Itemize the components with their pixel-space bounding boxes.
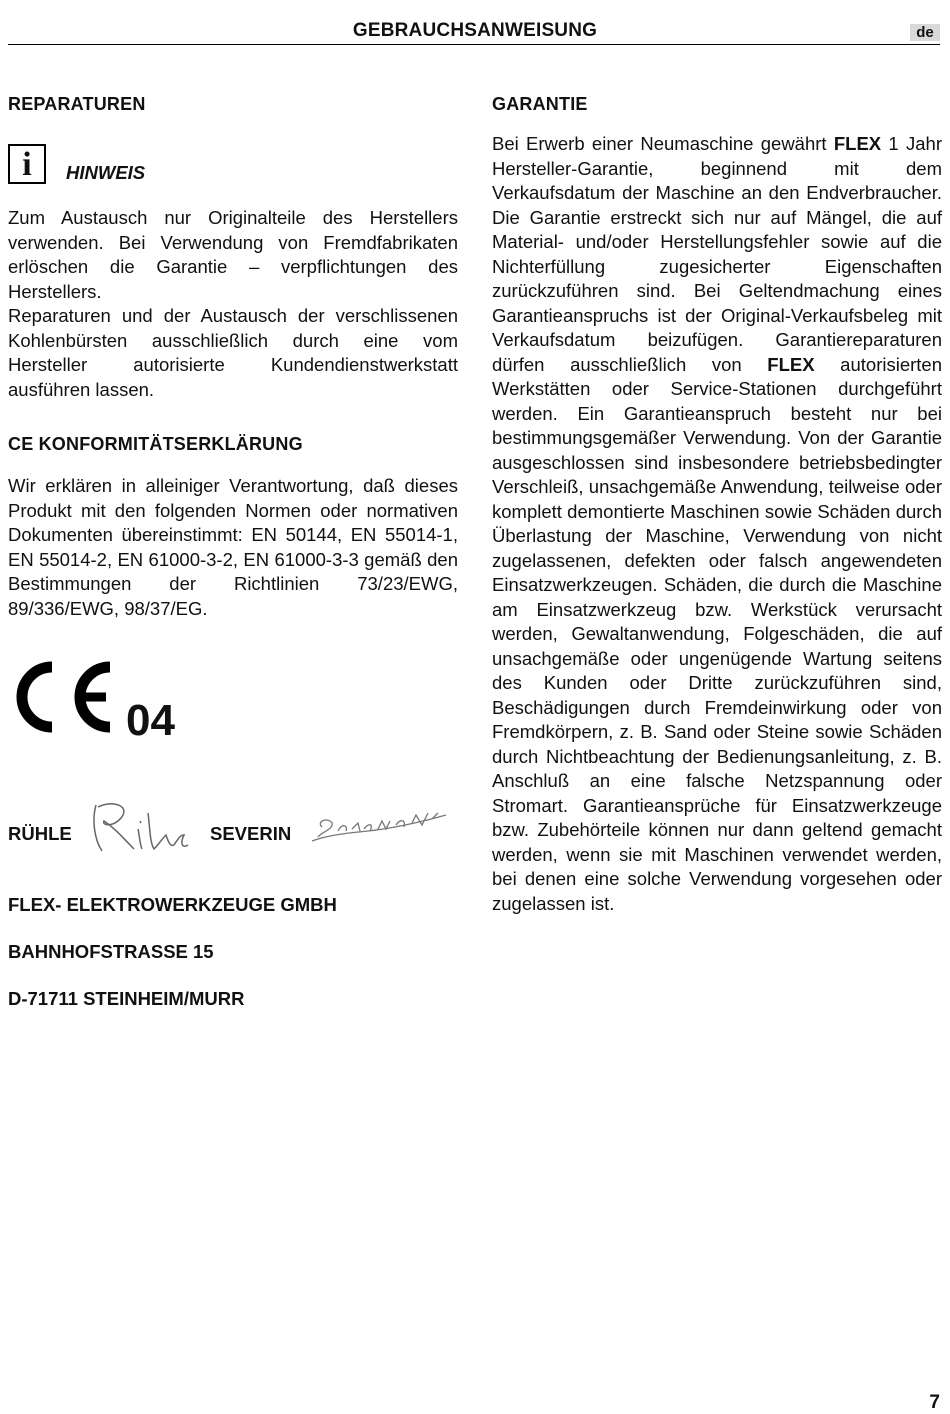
- ce-mark-number: 04: [126, 696, 175, 745]
- repair-text-1: Zum Austausch nur Originalteile des Herstellers verwenden. Bei Verwendung von Fremdfabrikaten erlöschen die Garantie – verpflichtungen des Herstellers.: [8, 207, 458, 302]
- header-title: GEBRAUCHSANWEISUNG: [352, 20, 598, 41]
- page-number: 7: [929, 1392, 940, 1413]
- left-column: [8, 92, 458, 1011]
- signatory-2-name: SEVERIN: [210, 823, 292, 844]
- company-name: FLEX- ELEKTROWERKZEUGE GMBH: [8, 894, 337, 915]
- guarantee-text: [492, 132, 942, 916]
- guarantee-heading: GARANTIE: [492, 94, 588, 114]
- right-column: [492, 92, 942, 916]
- guarantee-text-part-3: autorisierten Werkstätten oder Service-Stationen durchgeführt werden. Ein Garantieanspruch besteht nur bei bestimmungsgemäßer Verwendung. Von der Garantie ausgeschlossen sind insbesondere betriebsbedingter Verschleiß, unsachgemäße Anwendung, teilweise oder komplett demontierte Maschinen sowie Schäden durch Überlastung der Maschine, Verwendung von nicht zugelassenen, defekten oder falsch angewendeten Einsatzwerkzeugen. Schäden, die durch die Maschine am Einsatzwerkzeug bzw. Werkstück verursacht werden, Gewaltanwendung, Folgeschäden, die auf unsachgemäße oder ungenügende Wartung seitens des Kunden oder Dritte zurückzuführen sind, Beschädigungen durch Fremdeinwirkung oder von Fremdkörpern, z. B. Sand oder Steine sowie Schäden durch Nichtbeachtung der Bedienungsanleitung, z. B. Anschluß an eine falsche Netzspannung oder Stromart. Garantieansprüche für Einsatzwerkzeuge bzw. Zubehörteile können nur dann geltend gemacht werden, wenn sie mit Maschinen verwendet werden, bei denen eine solche Verwendung vorgesehen oder zugelassen ist.: [492, 353, 942, 914]
- ce-text: Wir erklären in alleiniger Verantwortung, daß dieses Produkt mit den folgenden Normen oder normativen Dokumenten übereinstimmt: EN 50144, EN 55014-1, EN 55014-2, EN 61000-3-2, EN 61000-3-3 gemäß den Bestimmungen der Richtlinien 73/23/EWG, 89/336/EWG, 98/37/EG.: [8, 475, 458, 619]
- signatory-1-name: RÜHLE: [8, 823, 72, 844]
- repair-text-2: Reparaturen und der Austausch der verschlissenen Kohlenbürsten ausschließlich durch eine vom Hersteller autorisierte Kundendienstwerkstatt ausführen lassen.: [8, 305, 458, 400]
- guarantee-text-part-2: 1 Jahr Hersteller-Garantie, beginnend mit dem Verkaufsdatum der Maschine an den Endverbraucher. Die Garantie erstreckt sich nur auf Mängel, die auf Material- und/oder Herstellungsfehler sowie auf die Nichterfüllung zugesicherter Eigenschaften zurückzuführen sind. Bei Geltendmachung eines Garantieanspruchs ist der Original-Verkaufsbeleg mit Verkaufsdatum beizufügen. Garantiereparaturen dürfen ausschließlich von: [492, 133, 942, 375]
- info-icon: i: [8, 144, 46, 184]
- guarantee-brand-1: FLEX: [833, 133, 882, 154]
- note-callout: [8, 140, 458, 184]
- guarantee-text-part-1: Bei Erwerb einer Neumaschine gewährt: [492, 133, 834, 154]
- signature-1-icon: [88, 799, 194, 857]
- signature-row: [8, 799, 458, 859]
- guarantee-brand-2: FLEX: [767, 353, 815, 375]
- signature-2-icon: [308, 807, 450, 847]
- company-street: BAHNHOFSTRASSE 15: [8, 941, 214, 962]
- ce-mark-icon: [8, 657, 118, 737]
- note-label: HINWEIS: [66, 162, 146, 183]
- ce-heading: CE KONFORMITÄTSERKLÄRUNG: [8, 434, 303, 454]
- company-city: D-71711 STEINHEIM/MURR: [8, 988, 245, 1009]
- repair-heading: REPARATUREN: [8, 94, 146, 114]
- language-badge: de: [910, 24, 940, 41]
- ce-mark: [8, 657, 458, 747]
- header-divider: [8, 44, 940, 45]
